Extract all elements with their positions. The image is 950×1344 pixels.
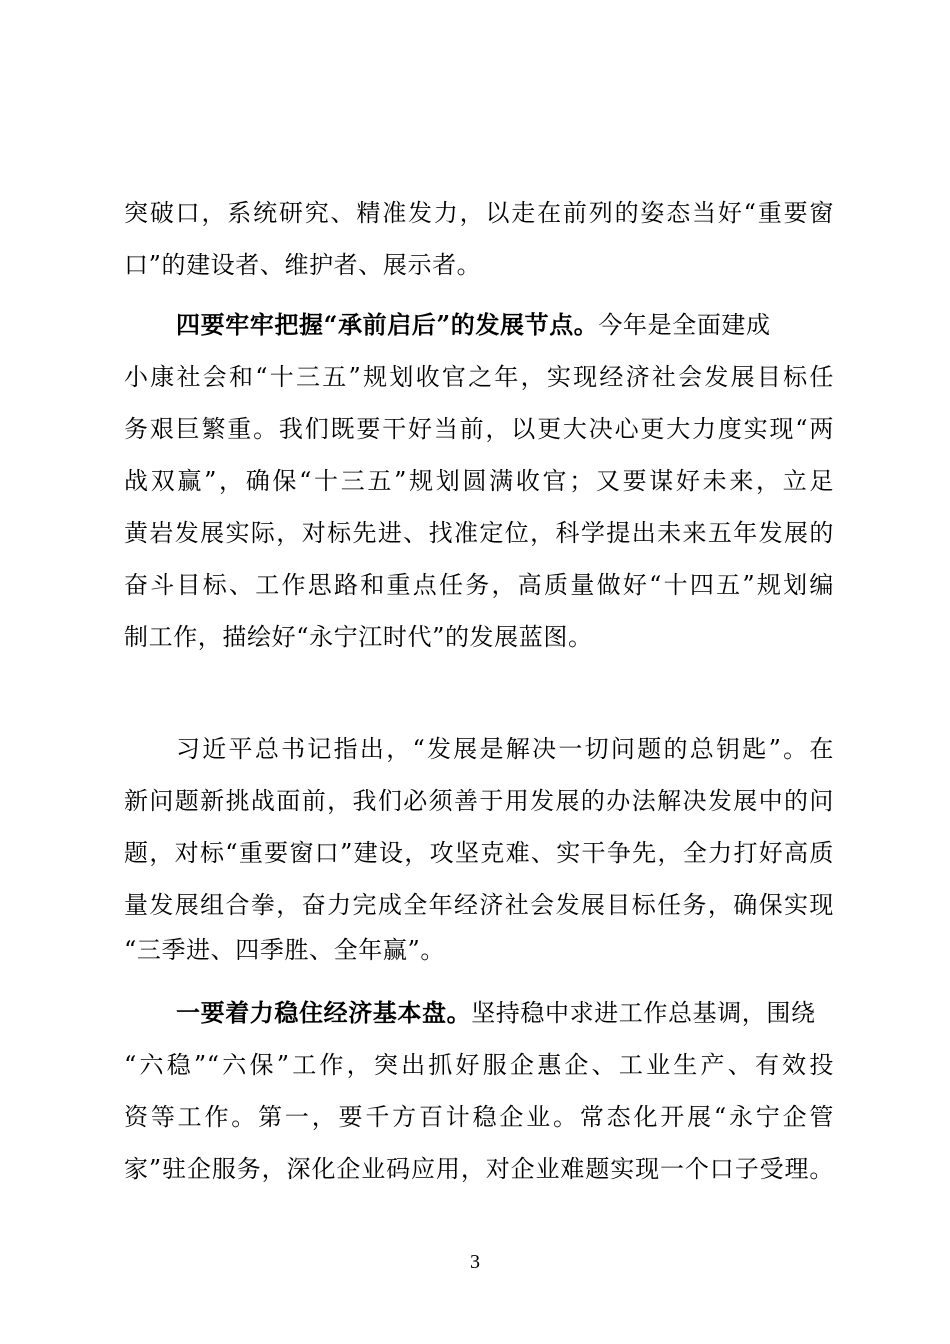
paragraph-heading: 四要牢牢把握“承前启后”的发展节点。 bbox=[176, 310, 599, 339]
body-text-line: 战双赢”，确保“十三五”规划圆满收官；又要谋好未来，立足 bbox=[124, 467, 834, 495]
body-text: 今年是全面建成 bbox=[598, 311, 771, 339]
body-text-line: 务艰巨繁重。我们既要干好当前，以更大决心更大力度实现“两 bbox=[124, 415, 834, 443]
body-text: 坚持稳中求进工作总基调，围绕 bbox=[471, 999, 816, 1027]
body-text-line: 黄岩发展实际，对标先进、找准定位，科学提出未来五年发展的 bbox=[124, 519, 834, 547]
body-text-line: 小康社会和“十三五”规划收官之年，实现经济社会发展目标任 bbox=[124, 363, 834, 391]
body-text-line: 资等工作。第一，要千方百计稳企业。常态化开展“永宁企管 bbox=[124, 1103, 834, 1131]
paragraph-first-line bbox=[176, 997, 834, 1029]
body-text-line: 制工作，描绘好“永宁江时代”的发展蓝图。 bbox=[124, 623, 593, 651]
body-text-line: 口”的建设者、维护者、展示者。 bbox=[124, 251, 482, 279]
body-text-line: 奋斗目标、工作思路和重点任务，高质量做好“十四五”规划编 bbox=[124, 571, 834, 599]
body-text-line: 习近平总书记指出，“发展是解决一切问题的总钥匙”。在 bbox=[176, 735, 834, 763]
body-text-line: “三季进、四季胜、全年赢”。 bbox=[124, 936, 445, 964]
paragraph-heading: 一要着力稳住经济基本盘。 bbox=[176, 998, 472, 1027]
page-number: 3 bbox=[470, 1251, 480, 1273]
body-text-line: 题，对标“重要窗口”建设，攻坚克难、实干争先，全力打好高质 bbox=[124, 839, 834, 867]
body-text-line: “六稳”“六保”工作，突出抓好服企惠企、工业生产、有效投 bbox=[124, 1051, 834, 1079]
body-text-line: 新问题新挑战面前，我们必须善于用发展的办法解决发展中的问 bbox=[124, 787, 834, 815]
body-text-line: 家”驻企服务，深化企业码应用，对企业难题实现一个口子受理。 bbox=[124, 1155, 834, 1183]
paragraph-first-line bbox=[176, 309, 834, 341]
body-text-line: 突破口，系统研究、精准发力，以走在前列的姿态当好“重要窗 bbox=[124, 199, 834, 227]
body-text-line: 量发展组合拳，奋力完成全年经济社会发展目标任务，确保实现 bbox=[124, 891, 834, 919]
